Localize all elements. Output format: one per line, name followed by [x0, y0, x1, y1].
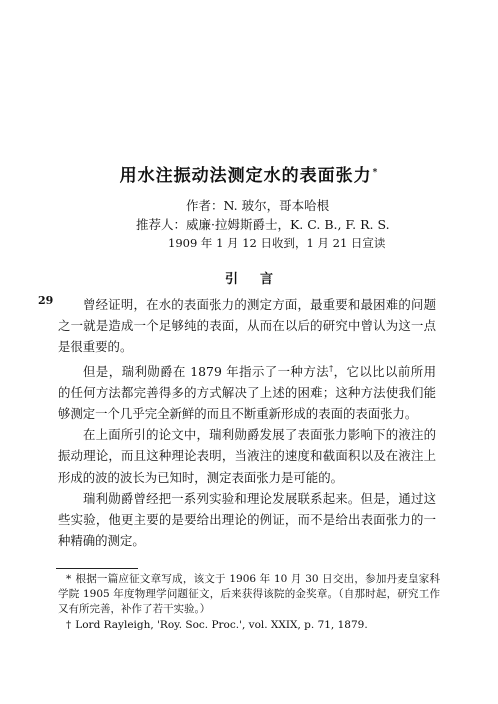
- recommender-line: 推荐人：威廉·拉姆斯爵士，K. C. B., F. R. S.: [136, 217, 390, 232]
- reference-mark: †: [329, 363, 334, 373]
- author-line: 作者：N. 玻尔，哥本哈根: [186, 198, 330, 213]
- paragraph-2-part-1: 但是，瑞利勋爵在 1879 年指示了一种方法: [83, 363, 330, 379]
- paragraph-4: 瑞利勋爵曾经把一系列实验和理论发展联系起来。但是，通过这些实验，他更主要的是要给出理论的例证，而不是给出表面张力的一种精确的测定。: [58, 490, 436, 549]
- paragraph-3: 在上面所引的论文中，瑞利勋爵发展了表面张力影响下的液注的振动理论，而且这种理论表明，当液注的速度和截面积以及在液注上形成的波的波长为已知时，测定表面张力是可能的。: [58, 427, 436, 485]
- date-line: 1909 年 1 月 12 日收到，1 月 21 日宣读: [168, 236, 386, 250]
- page-number: 29: [38, 294, 54, 307]
- paragraph-2: [58, 358, 436, 425]
- section-heading: 引言: [224, 272, 295, 287]
- footnote-1: [58, 572, 440, 617]
- footnote-rule: [56, 568, 138, 569]
- footnote-2-text: Lord Rayleigh, 'Roy. Soc. Proc.', vol. XXIX, p. 71, 1879.: [75, 619, 368, 631]
- paragraph-2-part-2: ，它以比以前所用的任何方法都完善得多的方式解决了上述的困难；这种方法使我们能够测定一个几乎完全新鲜的而且不断重新形成的表面的表面张力。: [58, 363, 437, 422]
- footnotes: [58, 572, 440, 634]
- body-text: [58, 294, 436, 551]
- paper-title: [0, 161, 498, 186]
- footnote-1-mark: *: [66, 573, 72, 585]
- footnote-2-mark: †: [66, 619, 72, 631]
- title-footnote-mark: *: [372, 168, 379, 178]
- footnote-1-text: 根据一篇应征文章写成，该文于 1906 年 10 月 30 日交出，参加丹麦皇家科学院 1905 年度物理学问题征文，后来获得该院的金奖章。（自那时起，研究工作又有所完善，补作了若干实验。）: [58, 573, 440, 615]
- paper-title-text: 用水注振动法测定水的表面张力: [119, 166, 372, 186]
- footnote-2: [58, 618, 440, 633]
- paragraph-1: 曾经证明，在水的表面张力的测定方面，最重要和最困难的问题之一就是造成一个足够纯的表面，从而在以后的研究中曾认为这一点是很重要的。: [58, 297, 436, 355]
